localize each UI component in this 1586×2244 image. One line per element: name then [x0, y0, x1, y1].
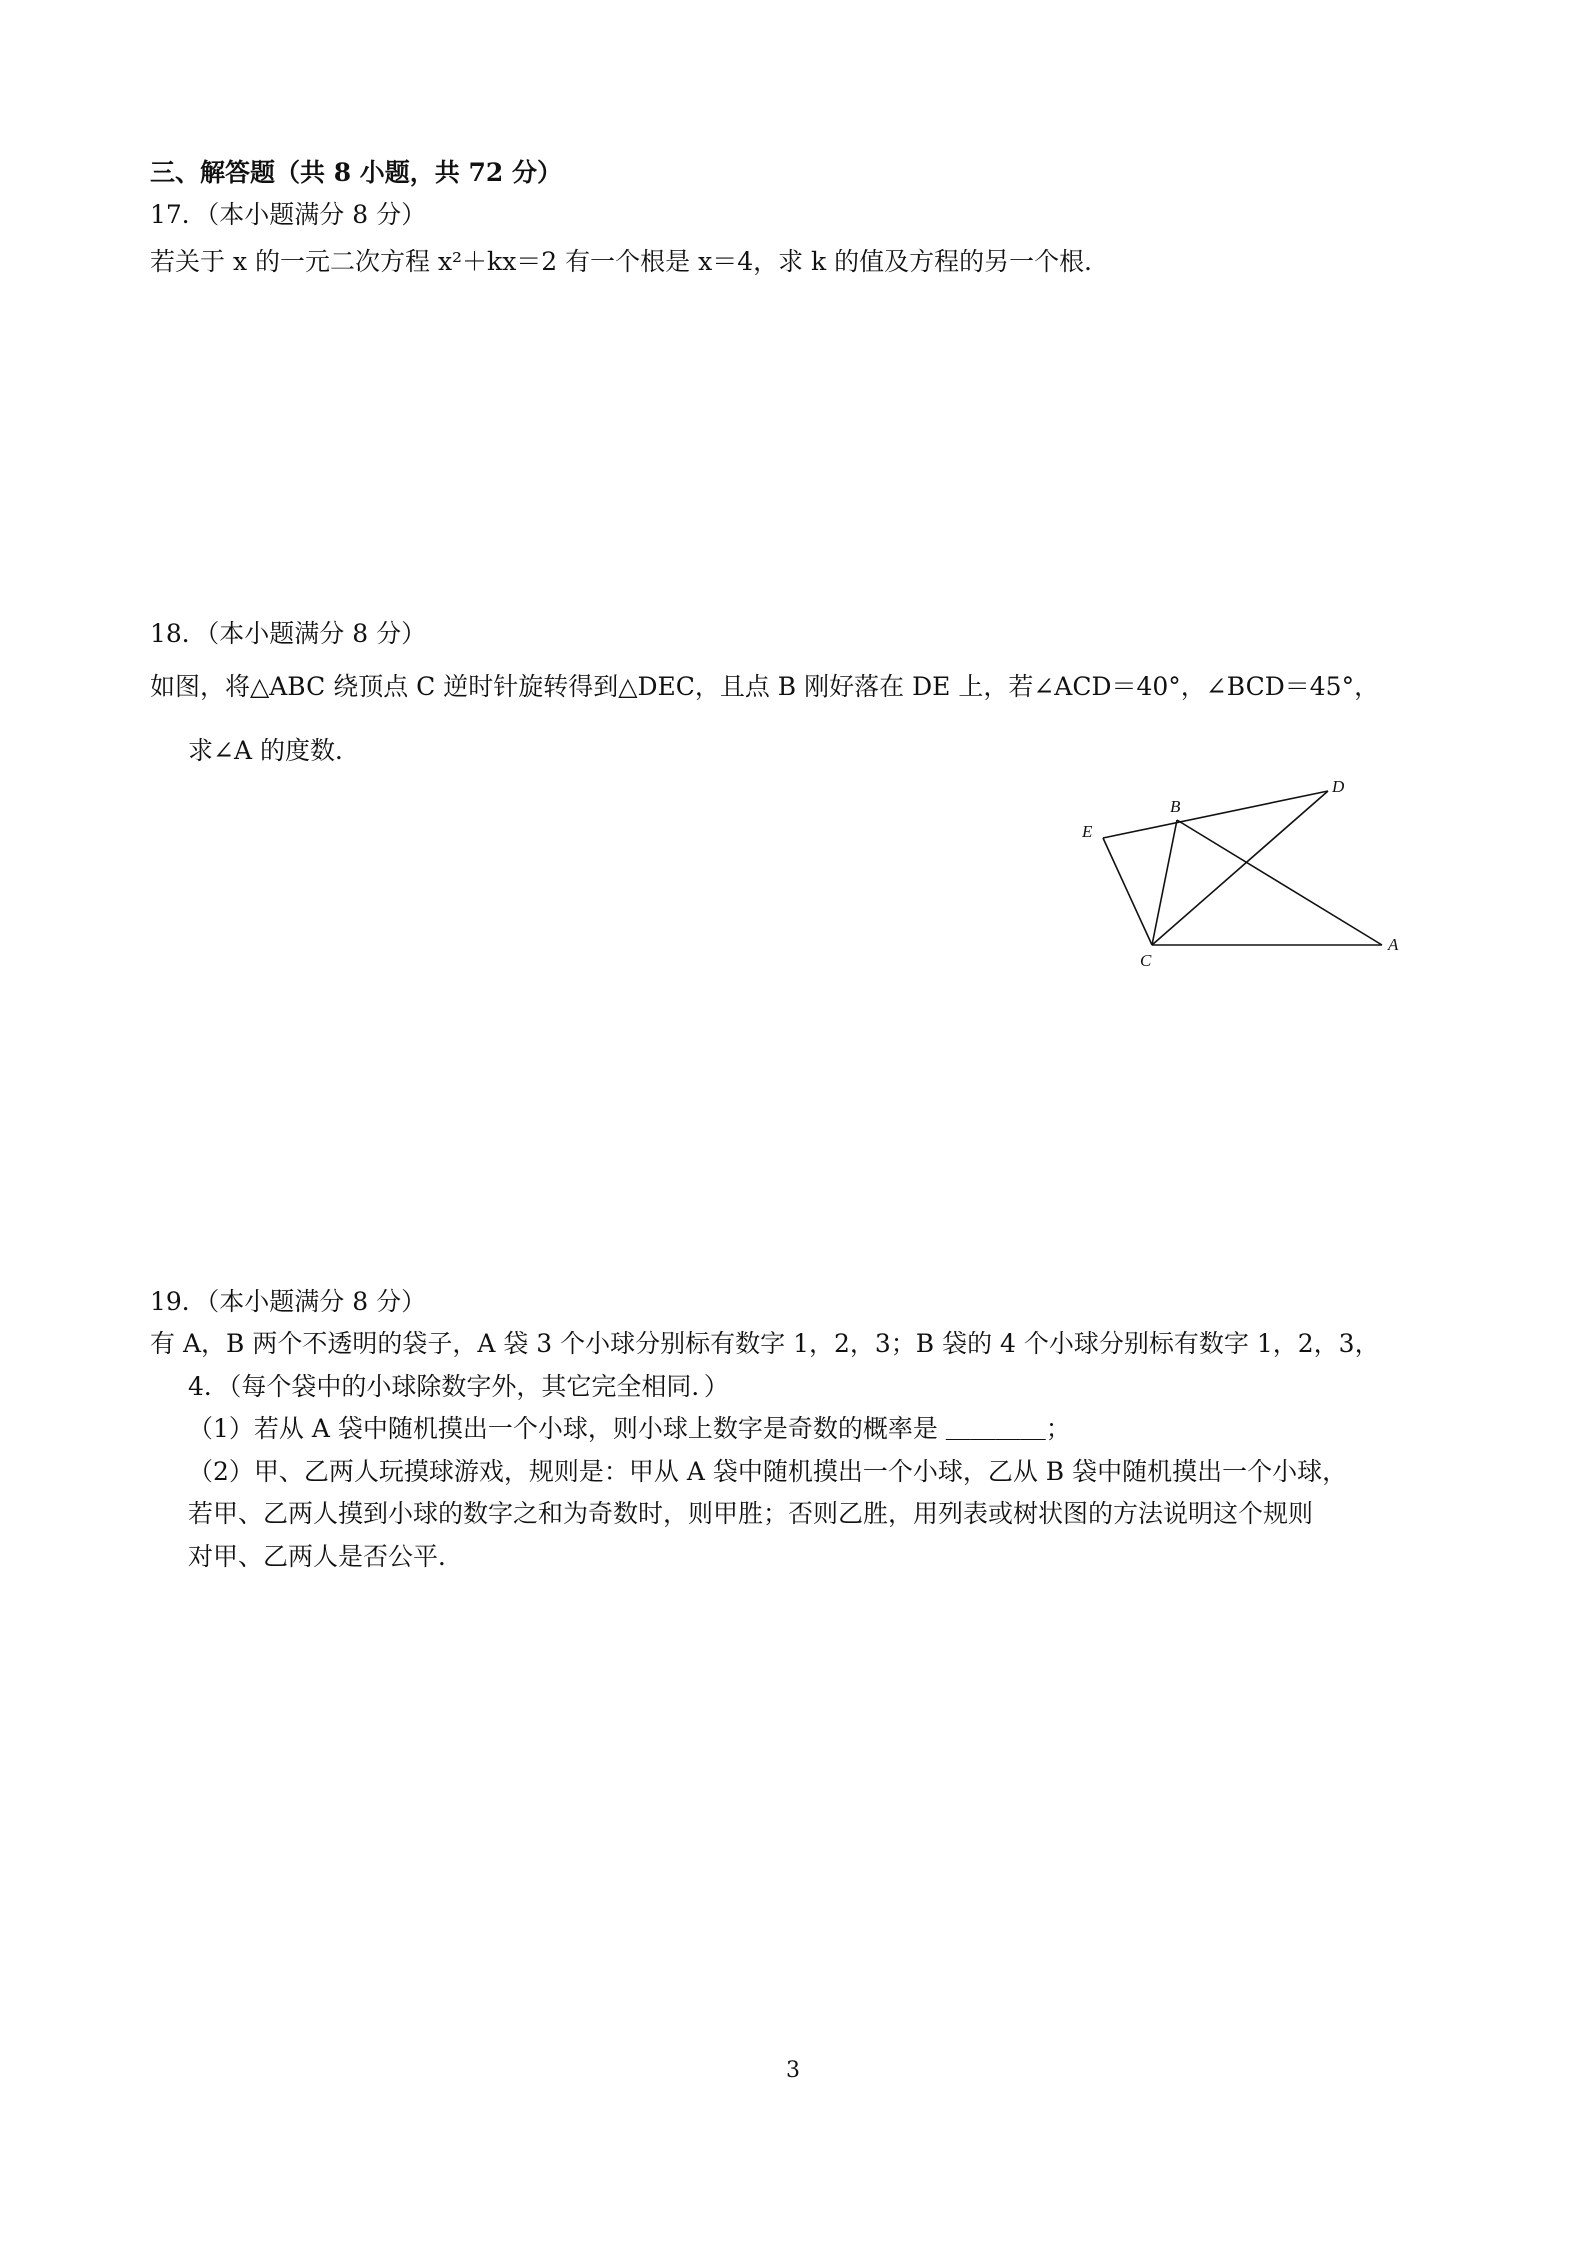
figure-lines: [1103, 791, 1382, 945]
label-E: E: [1082, 822, 1093, 841]
question-18-text-line2: 求∠A 的度数．: [188, 736, 360, 765]
segment-ED: [1103, 791, 1328, 838]
question-19-part2-line3: 对甲、乙两人是否公平．: [188, 1542, 464, 1571]
label-C: C: [1140, 951, 1152, 970]
page-number: 3: [786, 2058, 800, 2083]
label-A: A: [1388, 935, 1399, 954]
segment-EC: [1103, 838, 1152, 945]
question-17-header: 17．（本小题满分 8 分）: [150, 200, 427, 229]
question-19-line1: 有 A，B 两个不透明的袋子，A 袋 3 个小球分别标有数字 1，2，3；B 袋的 4 个小球分别标有数字 1，2，3，: [150, 1329, 1380, 1358]
section-title: 三、解答题（共 8 小题，共 72 分）: [150, 158, 563, 187]
question-19-part1: （1）若从 A 袋中随机摸出一个小球，则小球上数字是奇数的概率是 ＿＿＿＿；: [188, 1414, 1071, 1443]
triangle-rotation-figure: [1060, 770, 1420, 970]
label-D: D: [1332, 777, 1345, 796]
question-19-header: 19．（本小题满分 8 分）: [150, 1287, 427, 1316]
question-19-part2-line2: 若甲、乙两人摸到小球的数字之和为奇数时，则甲胜；否则乙胜，用列表或树状图的方法说明这个规则: [188, 1499, 1314, 1528]
question-19-line2: 4．（每个袋中的小球除数字外，其它完全相同．）: [188, 1372, 729, 1401]
question-18-header: 18．（本小题满分 8 分）: [150, 619, 427, 648]
segment-BA: [1177, 820, 1382, 945]
question-17-text: 若关于 x 的一元二次方程 x²＋kx＝2 有一个根是 x＝4，求 k 的值及方程的另一个根．: [150, 247, 1110, 276]
label-B: B: [1170, 797, 1181, 816]
question-18-text-line1: 如图，将△ABC 绕顶点 C 逆时针旋转得到△DEC，且点 B 刚好落在 DE 上，若∠ACD＝40°，∠BCD＝45°，: [150, 672, 1380, 701]
question-19-part2-line1: （2）甲、乙两人玩摸球游戏，规则是：甲从 A 袋中随机摸出一个小球，乙从 B 袋中随机摸出一个小球，: [188, 1457, 1348, 1486]
